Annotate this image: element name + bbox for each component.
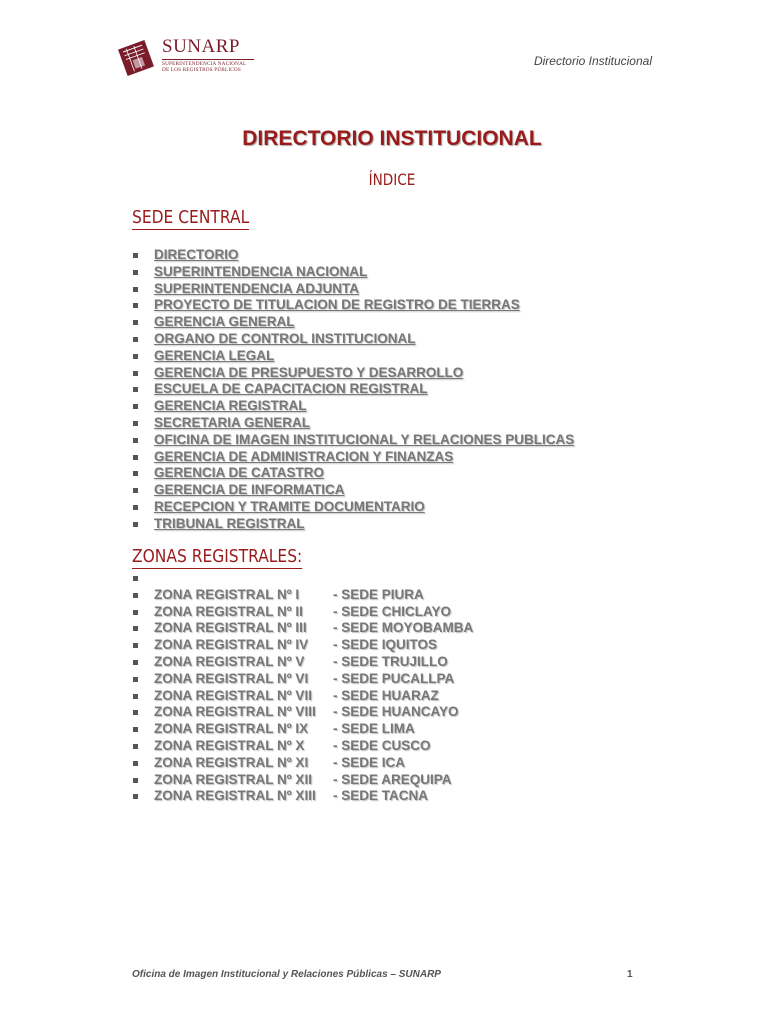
zona-name: ZONA REGISTRAL Nº IX	[154, 721, 309, 737]
sede-central-link[interactable]	[132, 516, 574, 533]
sunarp-emblem-icon	[116, 38, 156, 78]
zona-sede: - SEDE IQUITOS	[333, 637, 438, 653]
sede-central-link[interactable]	[132, 314, 574, 331]
zona-sede: - SEDE TACNA	[333, 788, 429, 804]
zona-name: ZONA REGISTRAL Nº XI	[154, 754, 309, 770]
sede-central-link[interactable]	[132, 482, 574, 499]
zona-name: ZONA REGISTRAL Nº X	[154, 737, 305, 753]
zona-sede: - SEDE CHICLAYO	[333, 603, 452, 619]
section-heading-sede-central: SEDE CENTRAL	[132, 207, 250, 228]
sede-central-link[interactable]	[132, 499, 574, 516]
zona-registral-item	[132, 637, 473, 654]
sede-central-link[interactable]	[132, 348, 574, 365]
logo-name: SUNARP	[162, 36, 240, 57]
document-title: DIRECTORIO INSTITUCIONAL	[242, 127, 542, 150]
sede-central-link-label: SECRETARIA GENERAL	[154, 414, 311, 430]
zona-name: ZONA REGISTRAL Nº V	[154, 653, 305, 669]
sede-central-link-label: GERENCIA LEGAL	[154, 347, 275, 363]
logo-divider	[162, 59, 254, 60]
sede-central-link[interactable]	[132, 365, 574, 382]
sede-central-link[interactable]	[132, 415, 574, 432]
zona-sede: - SEDE LIMA	[333, 721, 415, 737]
sede-central-link[interactable]	[132, 398, 574, 415]
sede-central-list	[132, 247, 574, 533]
sede-central-link[interactable]	[132, 465, 574, 482]
sunarp-logo	[116, 34, 276, 80]
zona-registral-item	[132, 788, 473, 805]
zona-name: ZONA REGISTRAL Nº XIII	[154, 788, 316, 804]
zona-name: ZONA REGISTRAL Nº VII	[154, 687, 312, 703]
sede-central-link-label: GERENCIA DE CATASTRO	[154, 465, 325, 481]
zona-sede: - SEDE CUSCO	[333, 737, 431, 753]
running-header-title: Directorio Institucional	[533, 54, 652, 68]
zona-registral-item	[132, 738, 473, 755]
zona-registral-item	[132, 688, 473, 705]
logo-subtitle: SUPERINTENDENCIA NACIONAL DE LOS REGISTROS PÚBLICOS	[162, 61, 247, 74]
section-heading-zonas-registrales: ZONAS REGISTRALES:	[132, 546, 303, 567]
sede-central-link[interactable]	[132, 331, 574, 348]
sede-central-link-label: SUPERINTENDENCIA NACIONAL	[154, 263, 368, 279]
zona-name: ZONA REGISTRAL Nº IV	[154, 637, 309, 653]
sede-central-link-label: GERENCIA DE INFORMATICA	[154, 482, 345, 498]
sede-central-link[interactable]	[132, 449, 574, 466]
sede-central-link-label: ORGANO DE CONTROL INSTITUCIONAL	[154, 330, 416, 346]
sede-central-link-label: GERENCIA GENERAL	[154, 314, 295, 330]
zona-registral-item	[132, 604, 473, 621]
sede-central-link-label: PROYECTO DE TITULACION DE REGISTRO DE TIERRAS	[154, 297, 520, 313]
zona-name: ZONA REGISTRAL Nº II	[154, 603, 303, 619]
sede-central-link[interactable]	[132, 247, 574, 264]
zona-registral-item	[132, 587, 473, 604]
zona-name: ZONA REGISTRAL Nº XII	[154, 771, 312, 787]
zona-name: ZONA REGISTRAL Nº I	[154, 586, 300, 602]
zona-sede: - SEDE MOYOBAMBA	[333, 620, 474, 636]
zona-name: ZONA REGISTRAL Nº VIII	[154, 704, 316, 720]
sede-central-link-label: GERENCIA DE ADMINISTRACION Y FINANZAS	[154, 448, 454, 464]
sede-central-link[interactable]	[132, 264, 574, 281]
zonas-registrales-list	[132, 570, 473, 805]
sede-central-link-label: SUPERINTENDENCIA ADJUNTA	[154, 280, 360, 296]
zona-sede: - SEDE AREQUIPA	[333, 771, 452, 787]
sede-central-link-label: GERENCIA REGISTRAL	[154, 398, 307, 414]
sede-central-link-label: TRIBUNAL REGISTRAL	[154, 515, 305, 531]
zona-registral-item	[132, 620, 473, 637]
zona-name: ZONA REGISTRAL Nº III	[154, 620, 307, 636]
zona-sede: - SEDE HUARAZ	[333, 687, 439, 703]
zona-registral-item	[132, 671, 473, 688]
empty-list-item	[132, 570, 473, 587]
sede-central-link-label: DIRECTORIO	[154, 247, 239, 262]
sede-central-link-label: GERENCIA DE PRESUPUESTO Y DESARROLLO	[154, 364, 464, 380]
zona-registral-item	[132, 755, 473, 772]
sede-central-link-label: RECEPCION Y TRAMITE DOCUMENTARIO	[154, 498, 425, 514]
zona-registral-item	[132, 654, 473, 671]
zona-registral-item	[132, 721, 473, 738]
sede-central-link[interactable]	[132, 281, 574, 298]
footer-office: Oficina de Imagen Institucional y Relaciones Públicas – SUNARP	[132, 969, 441, 980]
sede-central-link-label: OFICINA DE IMAGEN INSTITUCIONAL Y RELACIONES PUBLICAS	[154, 431, 575, 447]
zona-sede: - SEDE PUCALLPA	[333, 670, 455, 686]
zona-sede: - SEDE HUANCAYO	[333, 704, 459, 720]
sede-central-link[interactable]	[132, 432, 574, 449]
zona-sede: - SEDE PIURA	[333, 586, 424, 602]
zona-registral-item	[132, 704, 473, 721]
zona-sede: - SEDE ICA	[333, 754, 406, 770]
zona-name: ZONA REGISTRAL Nº VI	[154, 670, 309, 686]
sede-central-link[interactable]	[132, 297, 574, 314]
zona-registral-item	[132, 772, 473, 789]
sede-central-link[interactable]	[132, 381, 574, 398]
zona-sede: - SEDE TRUJILLO	[333, 653, 448, 669]
page-number: 1	[627, 969, 633, 980]
sede-central-link-label: ESCUELA DE CAPACITACION REGISTRAL	[154, 381, 428, 397]
index-label: ÍNDICE	[368, 170, 416, 189]
